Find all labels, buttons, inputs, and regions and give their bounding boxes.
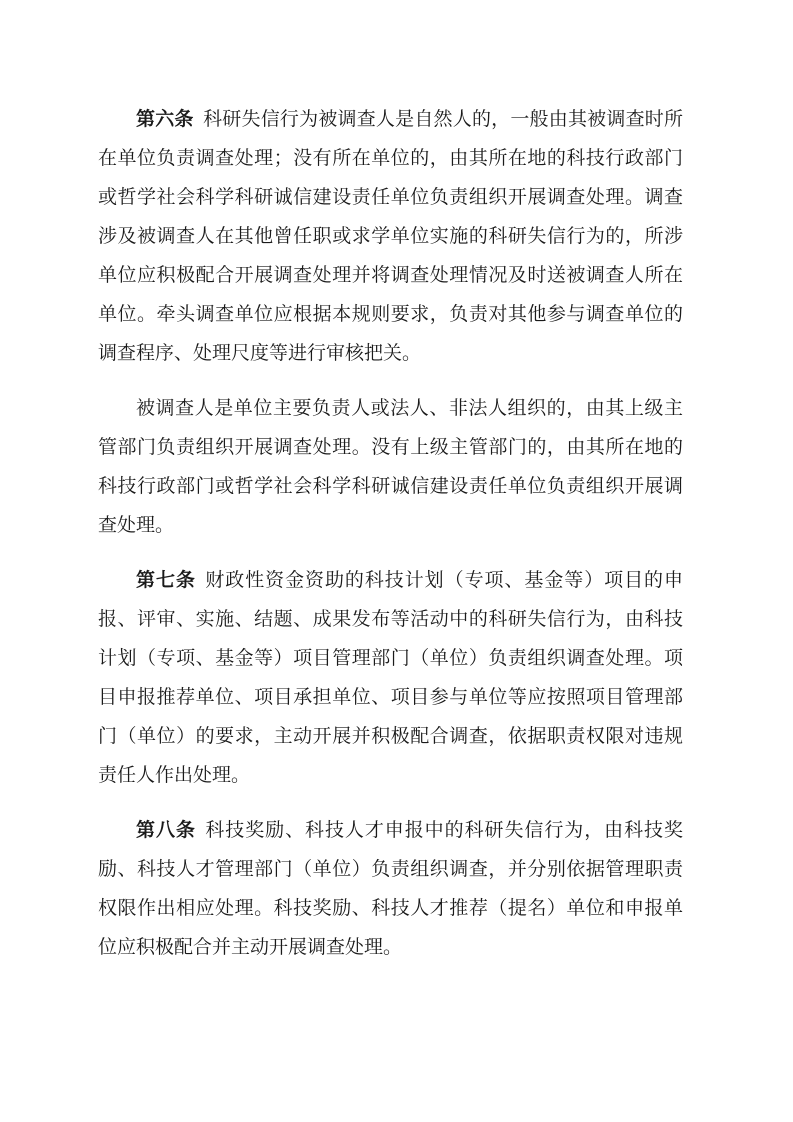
paragraph-article-8 xyxy=(98,811,683,967)
article-8-text: 科技奖励、科技人才申报中的科研失信行为，由科技奖励、科技人才管理部门（单位）负责组织调查，并分别依据管理职责权限作出相应处理。科技奖励、科技人才推荐（提名）单位和申报单位应积极配合并主动开展调查处理。 xyxy=(98,820,683,958)
article-7-text: 财政性资金资助的科技计划（专项、基金等）项目的申报、评审、实施、结题、成果发布等活动中的科研失信行为，由科技计划（专项、基金等）项目管理部门（单位）负责组织调查处理。项目申报推荐单位、项目承担单位、项目参与单位等应按照项目管理部门（单位）的要求，主动开展并积极配合调查，依据职责权限对违规责任人作出处理。 xyxy=(98,570,683,786)
paragraph-article-7 xyxy=(98,561,683,795)
paragraph-article-6-continued xyxy=(98,389,683,545)
document-body xyxy=(98,100,683,983)
article-6-number: 第六条 xyxy=(136,109,194,130)
article-6-text: 科研失信行为被调查人是自然人的，一般由其被调查时所在单位负责调查处理；没有所在单位的，由其所在地的科技行政部门或哲学社会科学科研诚信建设责任单位负责组织开展调查处理。调查涉及被调查人在其他曾任职或求学单位实施的科研失信行为的，所涉单位应积极配合开展调查处理并将调查处理情况及时送被调查人所在单位。牵头调查单位应根据本规则要求，负责对其他参与调查单位的调查程序、处理尺度等进行审核把关。 xyxy=(98,109,683,364)
article-7-number: 第七条 xyxy=(136,570,196,591)
article-6-paragraph-2-text: 被调查人是单位主要负责人或法人、非法人组织的，由其上级主管部门负责组织开展调查处理。没有上级主管部门的，由其所在地的科技行政部门或哲学社会科学科研诚信建设责任单位负责组织开展调查处理。 xyxy=(98,398,683,536)
article-8-number: 第八条 xyxy=(136,820,196,841)
paragraph-article-6 xyxy=(98,100,683,373)
